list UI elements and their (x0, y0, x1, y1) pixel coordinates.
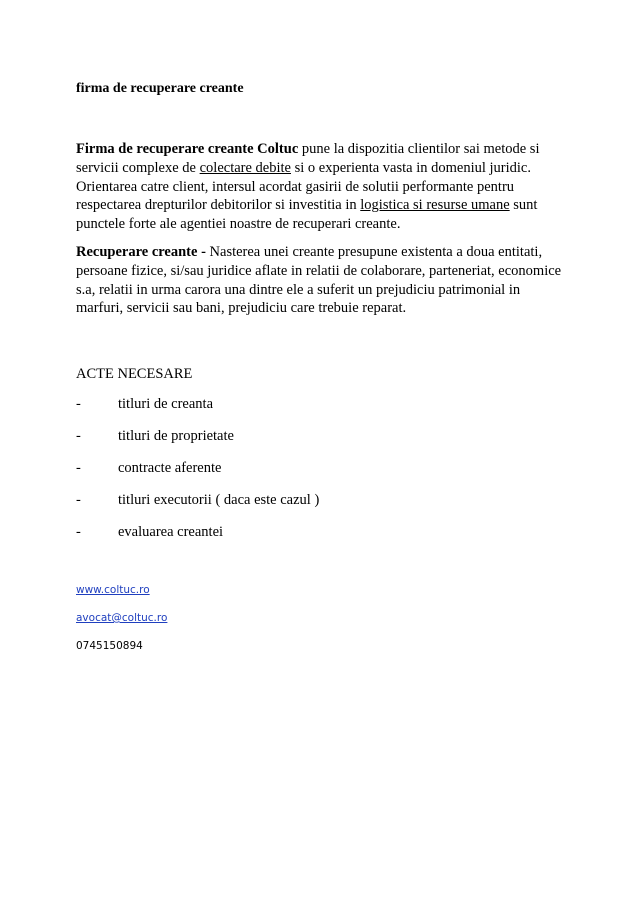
recuperare-bold-lead: Recuperare creante - (76, 244, 210, 260)
colectare-debite-link[interactable]: colectare debite (199, 159, 291, 176)
recuperare-text: Nasterea unei creante presupune existenta a doua entitati, persoane fizice, si/sau juridice aflate in relatii de colaborare, parteneriat, economice s.a, relatii in urma carora una dintre ele a suferit un prejudiciu patrimonial in marfuri, servicii sau bani, prejudiciu care trebuie reparat. (76, 244, 562, 317)
intro-text-a: pune la dispozitia clientilor sai metode si servicii complexe de (76, 141, 540, 176)
list-item-text: titluri executorii ( daca este cazul ) (118, 492, 320, 508)
email-link[interactable]: avocat@coltuc.ro (76, 612, 168, 624)
list-item (76, 523, 556, 541)
intro-bold-lead: Firma de recuperare creante Coltuc (76, 141, 299, 157)
list-marker: - (76, 460, 81, 476)
phone-number: 0745150894 (76, 640, 143, 652)
list-marker: - (76, 428, 81, 444)
list-item-text: evaluarea creantei (118, 524, 224, 540)
recuperare-paragraph (76, 243, 566, 318)
list-item (76, 491, 556, 509)
logistica-link[interactable]: logistica si resurse umane (360, 197, 510, 214)
list-item-text: titluri de creanta (118, 396, 214, 412)
list-item-text: titluri de proprietate (118, 428, 234, 444)
list-item (76, 459, 556, 477)
intro-paragraph (76, 140, 566, 234)
document-title: firma de recuperare creante (76, 81, 244, 96)
list-item (76, 427, 556, 445)
intro-text-c: sunt punctele forte ale agentiei noastre de recuperari creante. (76, 197, 538, 233)
website-link[interactable]: www.coltuc.ro (76, 584, 150, 596)
intro-text-b: si o experienta vasta in domeniul juridic. Orientarea catre client, intersul acordat gasirii de solutii performante pentru respectarea drepturilor debitorilor si investitia in (76, 159, 531, 214)
list-item (76, 395, 556, 413)
list-marker: - (76, 524, 81, 540)
list-marker: - (76, 492, 81, 508)
list-item-text: contracte aferente (118, 460, 222, 476)
acte-necesare-heading: ACTE NECESARE (76, 366, 193, 382)
list-marker: - (76, 396, 81, 412)
